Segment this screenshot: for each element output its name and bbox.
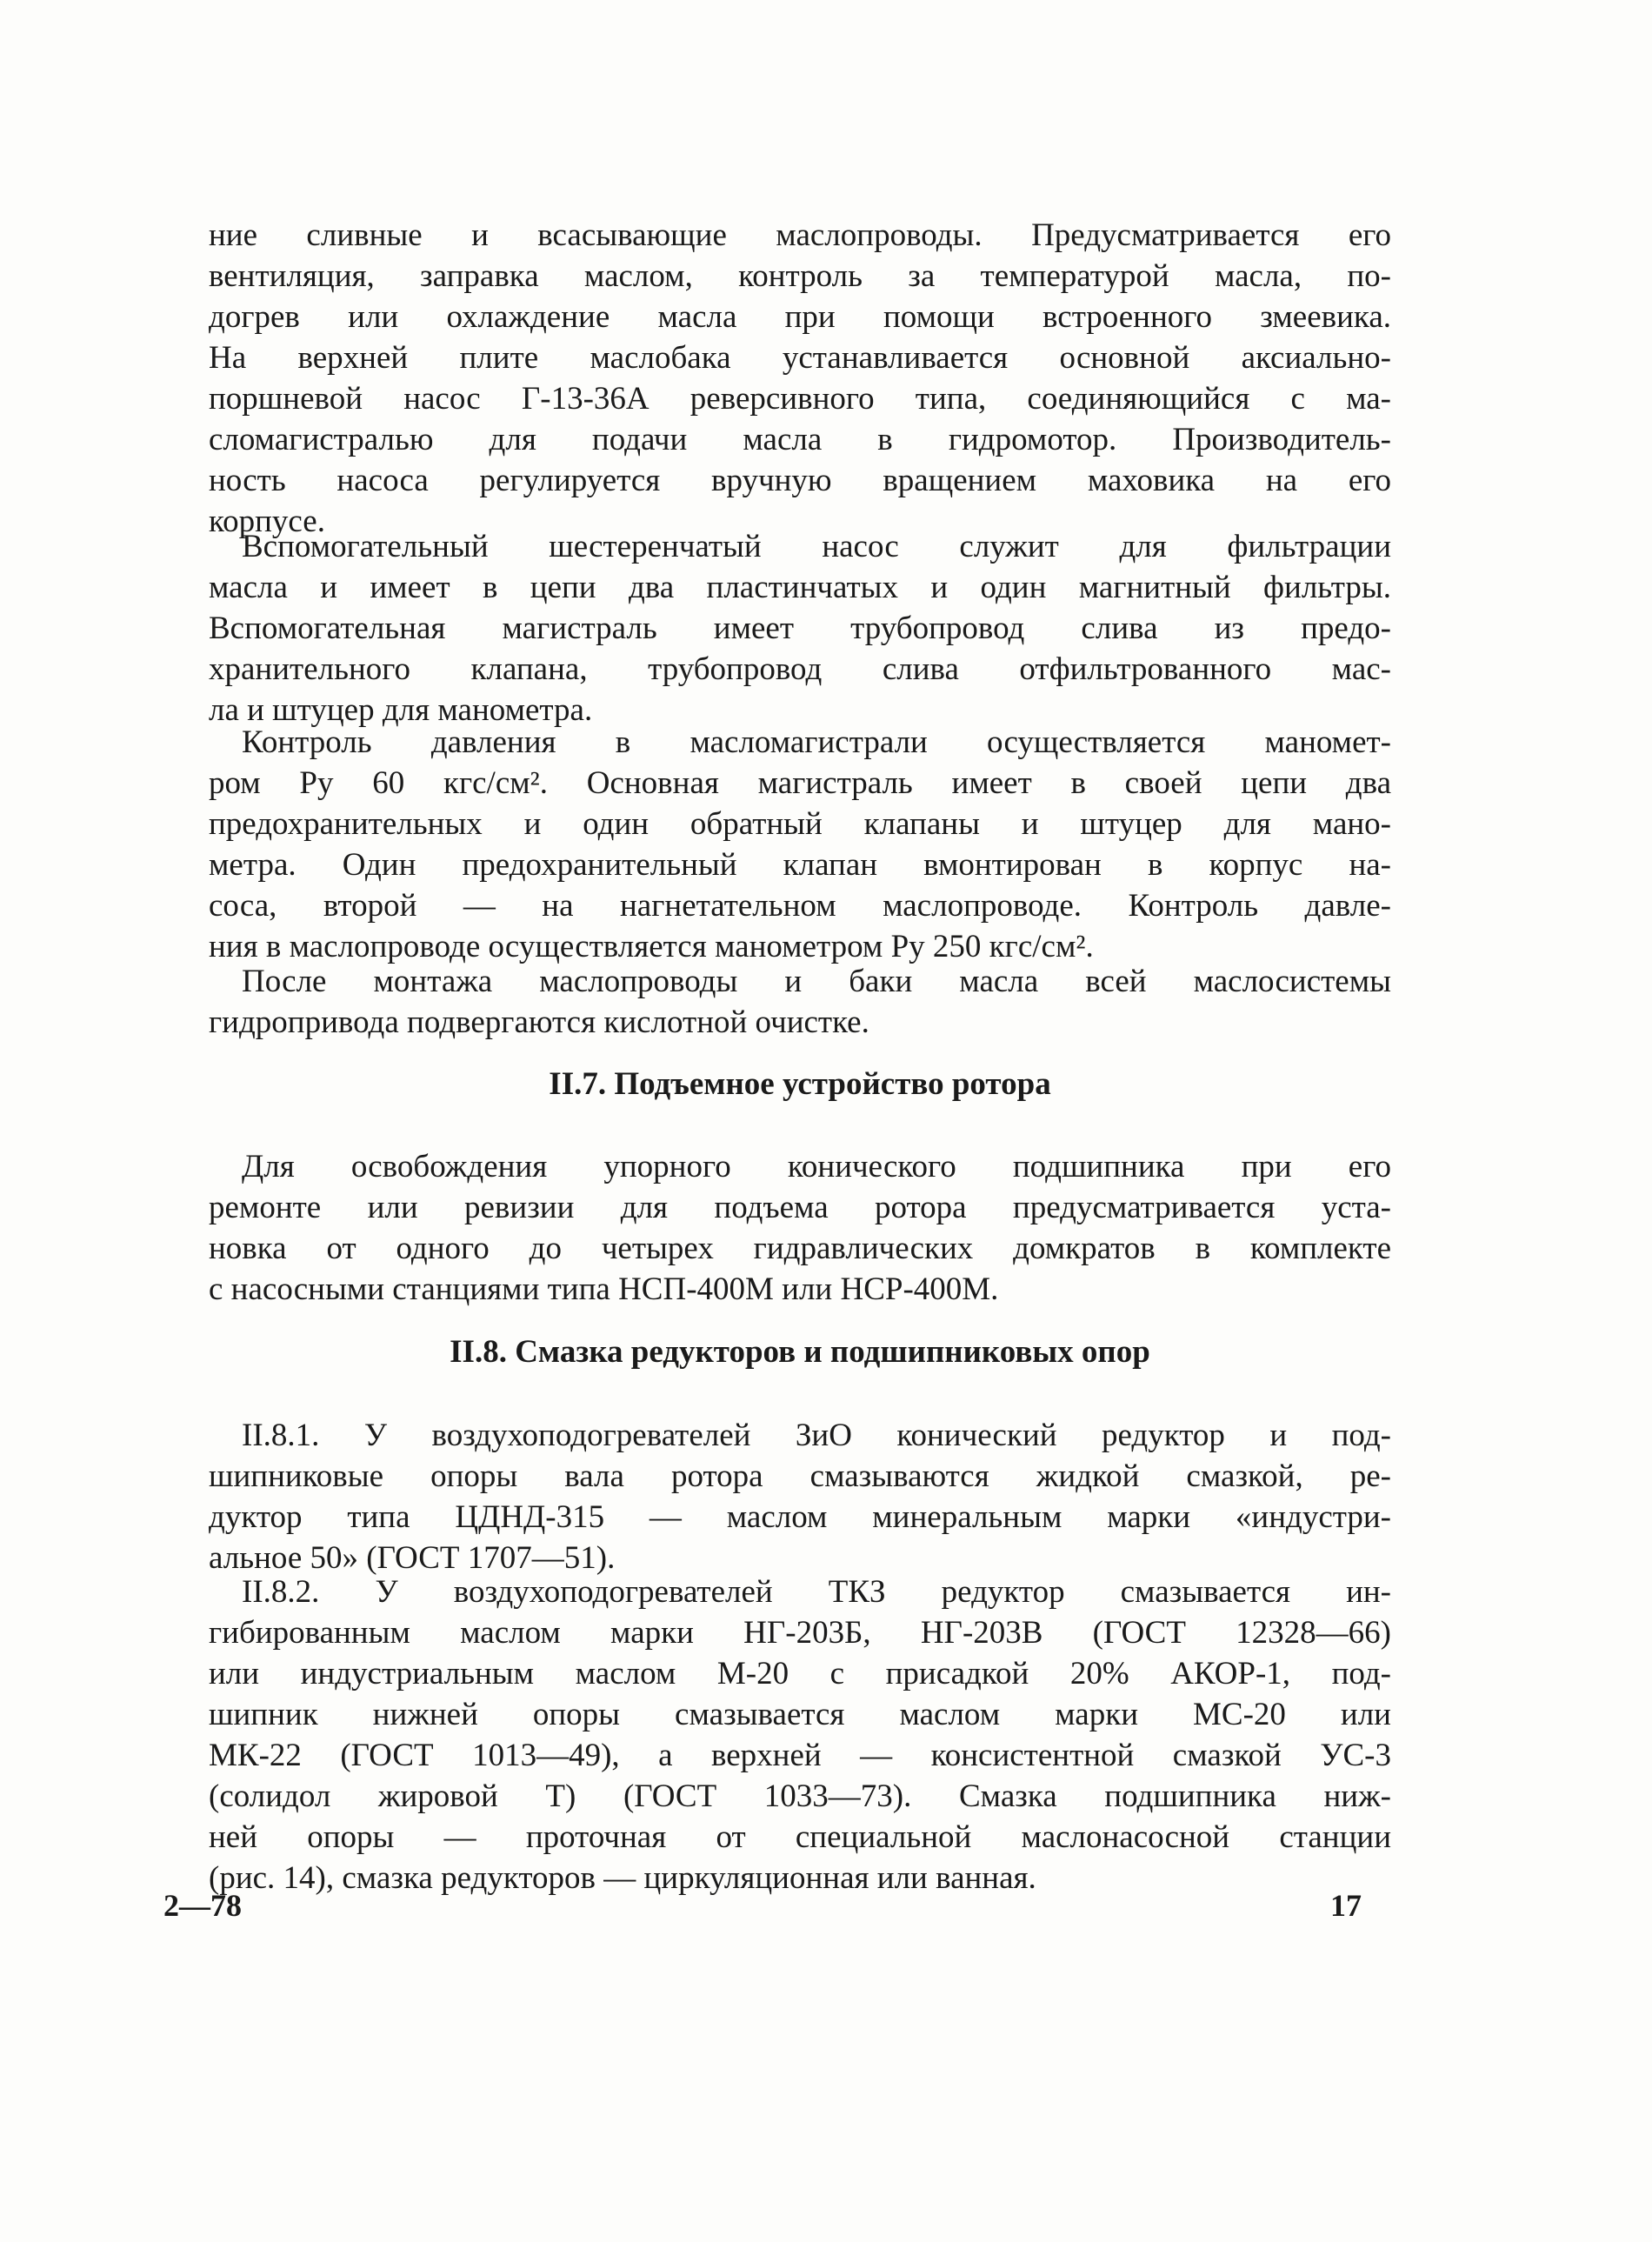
text-line: ремонте или ревизии для подъема ротора предусматривается уста- (209, 1190, 1391, 1225)
text-line: шипниковые опоры вала ротора смазываются жидкой смазкой, ре- (209, 1458, 1391, 1494)
text-line: (рис. 14), смазка редукторов — циркуляционная или ванная. (209, 1860, 1036, 1896)
text-line: (солидол жировой Т) (ГОСТ 1033—73). Смазка подшипника ниж- (209, 1778, 1391, 1814)
text-line: или индустриальным маслом М-20 с присадкой 20% АКОР-1, под- (209, 1656, 1391, 1692)
text-line: ром Ру 60 кгс/см². Основная магистраль имеет в своей цепи два (209, 765, 1391, 801)
text-line: хранительного клапана, трубопровод слива отфильтрованного мас- (209, 651, 1391, 687)
text-line: шипник нижней опоры смазывается маслом марки МС-20 или (209, 1697, 1391, 1732)
text-line: ние сливные и всасывающие маслопроводы. Предусматривается его (209, 217, 1391, 253)
text-line: поршневой насос Г-13-36А реверсивного типа, соединяющийся с ма- (209, 381, 1391, 417)
text-line: ность насоса регулируется вручную вращением маховика на его (209, 463, 1391, 498)
text-line: Вспомогательная магистраль имеет трубопровод слива из предо- (209, 611, 1391, 646)
text-line: ла и штуцер для манометра. (209, 692, 593, 728)
text-line: догрев или охлаждение масла при помощи встроенного змеевика. (209, 299, 1391, 335)
text-line: Для освобождения упорного конического подшипника при его (242, 1149, 1391, 1184)
paragraph-zio-lubrication (209, 1415, 1391, 1578)
text-line: соса, второй — на нагнетательном маслопроводе. Контроль давле- (209, 888, 1391, 924)
text-line: масла и имеет в цепи два пластинчатых и один магнитный фильтры. (209, 570, 1391, 605)
text-line: Вспомогательный шестеренчатый насос служит для фильтрации (242, 529, 1391, 564)
text-line: с насосными станциями типа НСП-400М или НСР-400М. (209, 1271, 999, 1307)
text-line: ния в маслопроводе осуществляется манометром Ру 250 кгс/см². (209, 929, 1094, 964)
paragraph-acid-cleaning (209, 961, 1391, 1043)
text-line: корпусе. (209, 504, 325, 539)
paragraph-aux-pump (209, 526, 1391, 731)
paragraph-rotor-lift (209, 1146, 1391, 1310)
section-heading-rotor-lift: II.7. Подъемное устройство ротора (549, 1066, 1051, 1102)
paragraph-pressure-control (209, 722, 1391, 967)
paragraph-tkz-lubrication (209, 1571, 1391, 1898)
text-line: МК-22 (ГОСТ 1013—49), а верхней — консистентной смазкой УС-3 (209, 1738, 1391, 1773)
text-line: дуктор типа ЦДНД-315 — маслом минеральным марки «индустри- (209, 1499, 1391, 1535)
paragraph-oil-tank (209, 215, 1391, 542)
text-line: На верхней плите маслобака устанавливается основной аксиально- (209, 340, 1391, 376)
text-line: новка от одного до четырех гидравлических домкратов в комплекте (209, 1231, 1391, 1266)
text-line: предохранительных и один обратный клапаны и штуцер для мано- (209, 806, 1391, 842)
text-line: метра. Один предохранительный клапан вмонтирован в корпус на- (209, 847, 1391, 883)
text-line: ней опоры — проточная от специальной маслонасосной станции (209, 1819, 1391, 1855)
text-line: вентиляция, заправка маслом, контроль за температурой масла, по- (209, 258, 1391, 294)
text-line: Контроль давления в масломагистрали осуществляется маномет- (242, 724, 1391, 760)
section-heading-lubrication: II.8. Смазка редукторов и подшипниковых опор (450, 1334, 1150, 1370)
text-line: сломагистралью для подачи масла в гидромотор. Производитель- (209, 422, 1391, 457)
text-line: После монтажа маслопроводы и баки масла всей маслосистемы (242, 964, 1391, 999)
page-number: 17 (1330, 1888, 1362, 1923)
printer-signature: 2—78 (163, 1888, 242, 1923)
text-line: гидропривода подвергаются кислотной очистке. (209, 1004, 869, 1040)
text-line: II.8.1. У воздухоподогревателей ЗиО конический редуктор и под- (242, 1418, 1391, 1453)
text-line: альное 50» (ГОСТ 1707—51). (209, 1540, 616, 1576)
text-line: II.8.2. У воздухоподогревателей ТКЗ редуктор смазывается ин- (242, 1574, 1391, 1610)
text-line: гибированным маслом марки НГ-203Б, НГ-203В (ГОСТ 12328—66) (209, 1615, 1391, 1651)
